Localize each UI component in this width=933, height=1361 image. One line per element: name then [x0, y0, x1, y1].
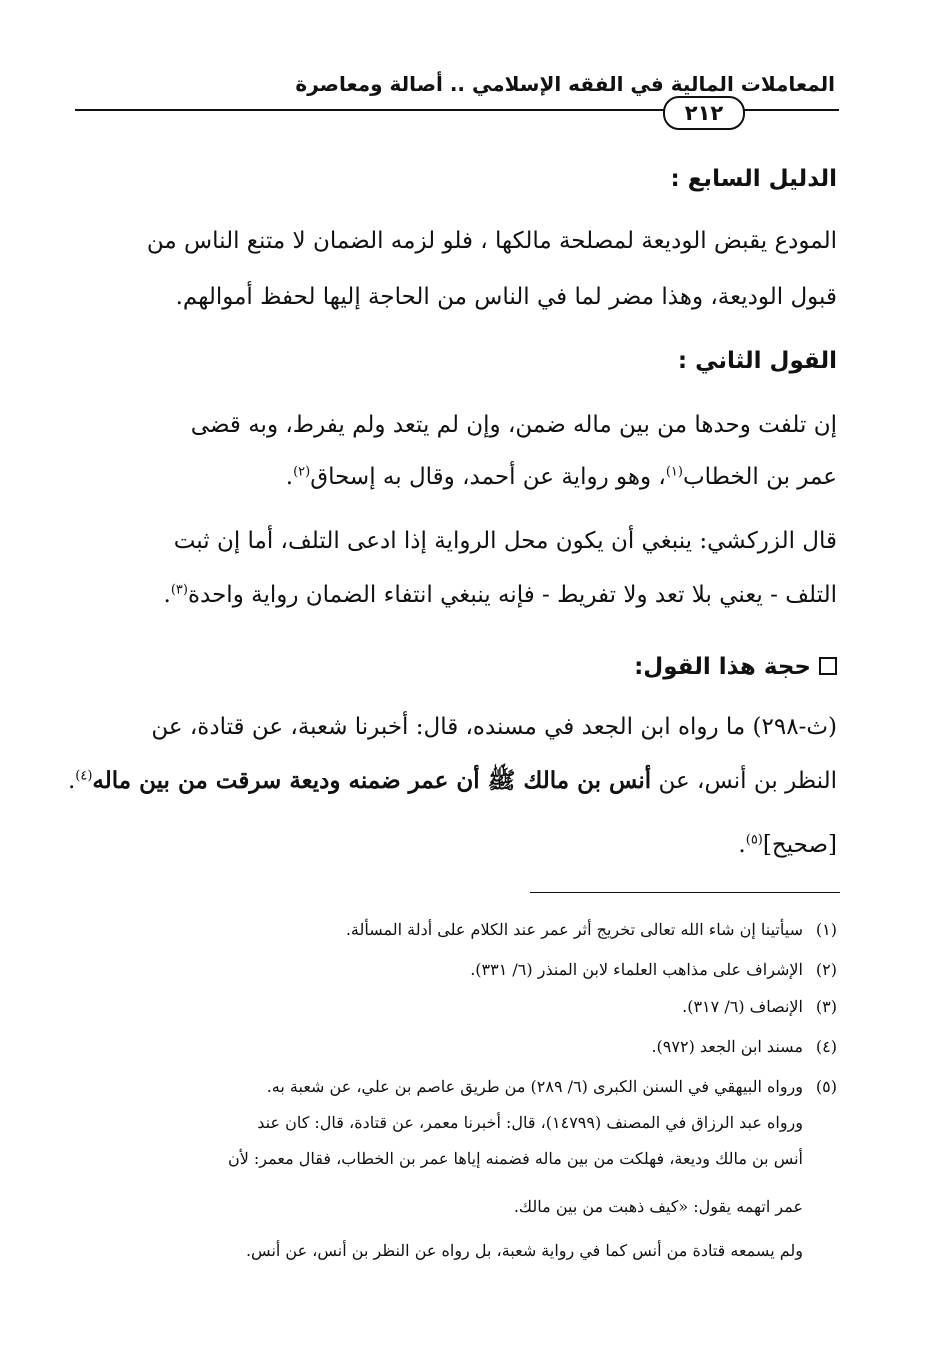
footnote-text: سيأتينا إن شاء الله تعالى تخريج أثر عمر عند الكلام على أدلة المسألة. [345, 920, 803, 939]
zarkashi-line-2 [75, 568, 837, 622]
text-span: . [738, 832, 746, 858]
footnote [67, 954, 837, 985]
athar-line-1: (ث-٢٩٨) ما رواه ابن الجعد في مسنده، قال: أخبرنا شعبة، عن قتادة، عن [151, 714, 837, 740]
footnote-number: (١) [815, 920, 837, 939]
running-title: المعاملات المالية في الفقه الإسلامي .. أصالة ومعاصرة [295, 72, 835, 96]
footnote-ref-5: (٥) [745, 832, 763, 848]
text-span: . [285, 464, 294, 490]
footnote [67, 991, 837, 1022]
footnote-continuation: أنس بن مالك وديعة، فهلكت من بين ماله فضمنه إياها عمر بن الخطاب، فقال معمر: لأن [227, 1149, 803, 1168]
proof-heading [75, 640, 837, 694]
text-span: عمر بن الخطاب [682, 464, 837, 490]
text-span: التلف - يعني بلا تعد ولا تفريط - فإنه ينبغي انتفاء الضمان رواية واحدة [187, 582, 837, 608]
footnote-number: (٥) [815, 1077, 837, 1096]
grade-text: [صحيح] [762, 832, 837, 858]
footnote-number: (٣) [815, 997, 837, 1016]
footnote-ref-2: (٢) [293, 464, 311, 480]
page-number: ٢١٢ [663, 96, 745, 130]
evidence-7-heading: الدليل السابع : [670, 166, 837, 192]
text-span: . [163, 582, 171, 608]
footnote [67, 1031, 837, 1062]
second-view-heading: القول الثاني : [677, 348, 837, 374]
footnote-text: ورواه البيهقي في السنن الكبرى (٦/ ٢٨٩) من طريق عاصم بن علي، عن شعبة به. [266, 1077, 803, 1096]
text-span: النظر بن أنس، عن [651, 768, 837, 794]
footnote-continuation: ورواه عبد الرزاق في المصنف (١٤٧٩٩)، قال: أخبرنا معمر، عن قتادة، قال: كان عند [257, 1113, 803, 1132]
footnote-continuation: ولم يسمعه قتادة من أنس كما في رواية شعبة، بل رواه عن النظر بن أنس، عن أنس. [245, 1241, 803, 1260]
evidence-7-line-2: قبول الوديعة، وهذا مضر لما في الناس من الحاجة إليها لحفظ أموالهم. [175, 284, 837, 310]
proof-heading-text: حجة هذا القول: [634, 654, 811, 680]
text-span: . [67, 768, 76, 794]
footnote [67, 1071, 837, 1102]
footnote-continuation: عمر اتهمه يقول: «كيف ذهبت من بين مالك. [513, 1197, 803, 1216]
zarkashi-line-1: قال الزركشي: ينبغي أن يكون محل الرواية إذا ادعى التلف، أما إن ثبت [173, 528, 837, 554]
athar-line-2 [67, 754, 837, 808]
footnote-ref-4: (٤) [75, 768, 93, 784]
footnote-text: الإنصاف (٦/ ٣١٧). [682, 997, 803, 1016]
second-view-line-1: إن تلفت وحدها من بين ماله ضمن، وإن لم يتعد ولم يفرط، وبه قضى [190, 412, 837, 438]
footnote [67, 914, 837, 945]
footnote-text: مسند ابن الجعد (٩٧٢). [651, 1037, 803, 1056]
footnote-number: (٤) [815, 1037, 837, 1056]
grade-line [75, 818, 837, 872]
footnote-rule [530, 892, 840, 893]
footnote-ref-1: (١) [665, 464, 683, 480]
footnote-ref-3: (٣) [170, 582, 188, 598]
evidence-7-line-1: المودع يقبض الوديعة لمصلحة مالكها ، فلو لزمه الضمان لا متنع الناس من [146, 228, 837, 254]
footnote-text: الإشراف على مذاهب العلماء لابن المنذر (٦/ ٣٣١). [470, 960, 803, 979]
checkbox-square-icon [819, 657, 837, 675]
second-view-line-2 [75, 450, 837, 504]
text-span: ، وهو رواية عن أحمد، وقال به إسحاق [310, 464, 666, 490]
footnote-number: (٢) [815, 960, 837, 979]
athar-bold-text: أنس بن مالك ﷺ أن عمر ضمنه وديعة سرقت من بين ماله [92, 767, 652, 794]
